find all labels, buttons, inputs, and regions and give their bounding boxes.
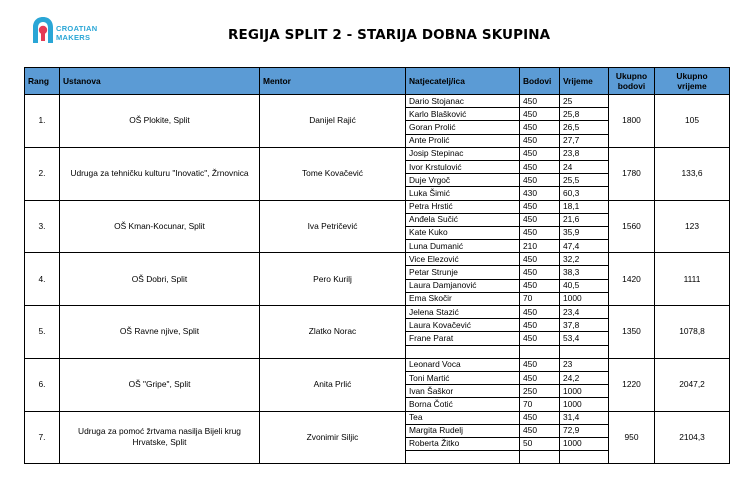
contestant-name-cell: Ivan Šaškor xyxy=(406,385,520,398)
institution-cell: OŠ "Gripe", Split xyxy=(60,358,260,411)
time-cell: 25,8 xyxy=(560,108,609,121)
table-row xyxy=(25,306,730,319)
total-time-cell: 1111 xyxy=(655,253,730,306)
total-points-cell: 1220 xyxy=(609,358,655,411)
points-cell: 450 xyxy=(520,358,560,371)
contestant-name-cell xyxy=(406,345,520,358)
points-cell xyxy=(520,451,560,464)
points-cell: 450 xyxy=(520,147,560,160)
total-points-cell: 1800 xyxy=(609,95,655,148)
points-cell: 70 xyxy=(520,398,560,411)
time-cell: 27,7 xyxy=(560,134,609,147)
contestant-name-cell: Roberta Žitko xyxy=(406,437,520,450)
institution-cell: OŠ Ravne njive, Split xyxy=(60,306,260,359)
institution-cell: Udruga za tehničku kulturu "Inovatic", Žrnovnica xyxy=(60,147,260,200)
header-ukupno-vrijeme xyxy=(655,68,730,95)
total-points-cell: 950 xyxy=(609,411,655,464)
points-cell: 450 xyxy=(520,253,560,266)
points-cell: 450 xyxy=(520,213,560,226)
mentor-cell: Zlatko Norac xyxy=(260,306,406,359)
points-cell: 450 xyxy=(520,134,560,147)
contestant-name-cell: Duje Vrgoč xyxy=(406,174,520,187)
time-cell xyxy=(560,451,609,464)
rank-cell: 6. xyxy=(25,358,60,411)
contestant-name-cell: Laura Damjanović xyxy=(406,279,520,292)
contestant-name-cell: Josip Stepinac xyxy=(406,147,520,160)
contestant-name-cell: Margita Rudelj xyxy=(406,424,520,437)
time-cell: 24 xyxy=(560,160,609,173)
brand-line-2: MAKERS xyxy=(56,32,91,42)
time-cell: 32,2 xyxy=(560,253,609,266)
contestant-name-cell: Tea xyxy=(406,411,520,424)
contestant-name-cell: Ema Skočir xyxy=(406,292,520,305)
time-cell: 25,5 xyxy=(560,174,609,187)
time-cell: 40,5 xyxy=(560,279,609,292)
makers-logo-icon xyxy=(32,16,54,44)
mentor-cell: Anita Prlić xyxy=(260,358,406,411)
time-cell: 31,4 xyxy=(560,411,609,424)
points-cell: 250 xyxy=(520,385,560,398)
rank-cell: 2. xyxy=(25,147,60,200)
croatian-makers-logo xyxy=(32,16,142,56)
time-cell: 23,4 xyxy=(560,306,609,319)
total-time-cell: 1078,8 xyxy=(655,306,730,359)
rank-cell: 5. xyxy=(25,306,60,359)
points-cell: 450 xyxy=(520,319,560,332)
points-cell: 450 xyxy=(520,332,560,345)
contestant-name-cell: Jelena Stazić xyxy=(406,306,520,319)
contestant-name-cell: Leonard Voca xyxy=(406,358,520,371)
contestant-name-cell: Toni Martić xyxy=(406,371,520,384)
contestant-name-cell: Luka Šimić xyxy=(406,187,520,200)
time-cell: 1000 xyxy=(560,292,609,305)
header-ukupno-bodovi-line1: Ukupno xyxy=(615,71,648,81)
mentor-cell: Zvonimir Siljic xyxy=(260,411,406,464)
brand-line-1: CROATIAN xyxy=(56,24,98,33)
time-cell: 1000 xyxy=(560,437,609,450)
contestant-name-cell: Petar Strunje xyxy=(406,266,520,279)
points-cell: 450 xyxy=(520,108,560,121)
contestant-name-cell: Ivor Krstulović xyxy=(406,160,520,173)
contestant-name-cell: Ante Prolić xyxy=(406,134,520,147)
time-cell: 18,1 xyxy=(560,200,609,213)
rank-cell: 4. xyxy=(25,253,60,306)
contestant-name-cell: Dario Stojanac xyxy=(406,95,520,108)
mentor-cell: Iva Petričević xyxy=(260,200,406,253)
page-title: REGIJA SPLIT 2 - STARIJA DOBNA SKUPINA xyxy=(228,27,551,43)
points-cell: 70 xyxy=(520,292,560,305)
contestant-name-cell xyxy=(406,451,520,464)
points-cell: 450 xyxy=(520,279,560,292)
table-row xyxy=(25,95,730,108)
time-cell: 24,2 xyxy=(560,371,609,384)
rank-cell: 3. xyxy=(25,200,60,253)
points-cell: 450 xyxy=(520,266,560,279)
contestant-name-cell: Petra Hrstić xyxy=(406,200,520,213)
results-table xyxy=(24,67,730,464)
mentor-cell: Danijel Rajić xyxy=(260,95,406,148)
mentor-cell: Pero Kurilj xyxy=(260,253,406,306)
contestant-name-cell: Karlo Blašković xyxy=(406,108,520,121)
points-cell xyxy=(520,345,560,358)
total-time-cell: 105 xyxy=(655,95,730,148)
total-time-cell: 123 xyxy=(655,200,730,253)
points-cell: 450 xyxy=(520,200,560,213)
contestant-name-cell: Vice Elezović xyxy=(406,253,520,266)
header-ukupno-vrijeme-line2: vrijeme xyxy=(677,81,707,91)
points-cell: 450 xyxy=(520,95,560,108)
total-points-cell: 1780 xyxy=(609,147,655,200)
points-cell: 430 xyxy=(520,187,560,200)
total-points-cell: 1420 xyxy=(609,253,655,306)
table-row xyxy=(25,358,730,371)
header-natjecatelj: Natjecatelj/ica xyxy=(406,68,520,95)
contestant-name-cell: Frane Parat xyxy=(406,332,520,345)
time-cell: 37,8 xyxy=(560,319,609,332)
header-ukupno-vrijeme-line1: Ukupno xyxy=(676,71,708,81)
contestant-name-cell: Goran Prolić xyxy=(406,121,520,134)
table-row xyxy=(25,147,730,160)
time-cell xyxy=(560,345,609,358)
institution-cell: OŠ Dobri, Split xyxy=(60,253,260,306)
contestant-name-cell: Kate Kuko xyxy=(406,226,520,239)
time-cell: 35,9 xyxy=(560,226,609,239)
time-cell: 23 xyxy=(560,358,609,371)
total-time-cell: 2104,3 xyxy=(655,411,730,464)
points-cell: 450 xyxy=(520,411,560,424)
contestant-name-cell: Luna Dumanić xyxy=(406,240,520,253)
header-vrijeme: Vrijeme xyxy=(560,68,609,95)
total-time-cell: 2047,2 xyxy=(655,358,730,411)
points-cell: 210 xyxy=(520,240,560,253)
institution-cell: OŠ Kman-Kocunar, Split xyxy=(60,200,260,253)
header-ukupno-bodovi xyxy=(609,68,655,95)
table-body xyxy=(25,95,730,464)
table-header-row xyxy=(25,68,730,95)
total-points-cell: 1560 xyxy=(609,200,655,253)
time-cell: 23,8 xyxy=(560,147,609,160)
time-cell: 60,3 xyxy=(560,187,609,200)
points-cell: 450 xyxy=(520,226,560,239)
rank-cell: 1. xyxy=(25,95,60,148)
time-cell: 72,9 xyxy=(560,424,609,437)
points-cell: 450 xyxy=(520,371,560,384)
brand-name xyxy=(56,25,97,42)
header-ukupno-bodovi-line2: bodovi xyxy=(617,81,646,91)
header-ustanova: Ustanova xyxy=(60,68,260,95)
rank-cell: 7. xyxy=(25,411,60,464)
header-bodovi: Bodovi xyxy=(520,68,560,95)
table-row xyxy=(25,200,730,213)
time-cell: 1000 xyxy=(560,385,609,398)
total-points-cell: 1350 xyxy=(609,306,655,359)
time-cell: 47,4 xyxy=(560,240,609,253)
points-cell: 50 xyxy=(520,437,560,450)
points-cell: 450 xyxy=(520,174,560,187)
time-cell: 38,3 xyxy=(560,266,609,279)
table-row xyxy=(25,253,730,266)
header-rang: Rang xyxy=(25,68,60,95)
time-cell: 26,5 xyxy=(560,121,609,134)
time-cell: 53,4 xyxy=(560,332,609,345)
institution-cell: Udruga za pomoć žrtvama nasilja Bijeli krug Hrvatske, Split xyxy=(60,411,260,464)
points-cell: 450 xyxy=(520,160,560,173)
contestant-name-cell: Borna Čotić xyxy=(406,398,520,411)
institution-cell: OŠ Plokite, Split xyxy=(60,95,260,148)
time-cell: 21,6 xyxy=(560,213,609,226)
total-time-cell: 133,6 xyxy=(655,147,730,200)
header-mentor: Mentor xyxy=(260,68,406,95)
contestant-name-cell: Laura Kovačević xyxy=(406,319,520,332)
time-cell: 1000 xyxy=(560,398,609,411)
contestant-name-cell: Anđela Sučić xyxy=(406,213,520,226)
points-cell: 450 xyxy=(520,121,560,134)
points-cell: 450 xyxy=(520,424,560,437)
points-cell: 450 xyxy=(520,306,560,319)
table-row xyxy=(25,411,730,424)
mentor-cell: Tome Kovačević xyxy=(260,147,406,200)
time-cell: 25 xyxy=(560,95,609,108)
